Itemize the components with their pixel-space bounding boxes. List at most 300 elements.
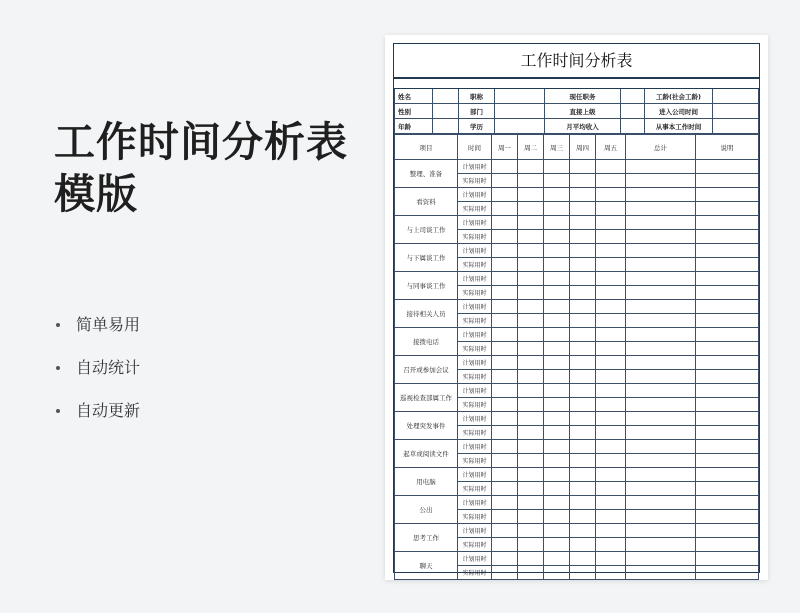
hours-cell[interactable] [570,538,596,552]
feature-list [54,312,140,441]
hours-cell[interactable] [544,398,570,412]
hours-cell[interactable] [696,496,759,510]
info-label: 职称 [459,89,495,104]
hours-cell[interactable] [544,244,570,258]
hours-cell[interactable] [518,426,544,440]
info-label: 姓名 [395,89,433,104]
table-row [395,300,759,314]
hours-cell[interactable] [626,314,696,328]
time-type-label: 计划用时 [458,496,492,510]
hours-cell[interactable] [626,384,696,398]
hours-cell[interactable] [570,468,596,482]
time-type-label: 实际用时 [458,510,492,524]
hours-cell[interactable] [492,510,518,524]
hours-cell[interactable] [696,510,759,524]
hours-cell[interactable] [518,258,544,272]
hours-cell[interactable] [492,328,518,342]
hours-cell[interactable] [570,328,596,342]
activity-name: 巡视检查部属工作 [395,384,458,412]
hours-cell[interactable] [492,440,518,454]
hours-cell[interactable] [492,566,518,580]
hours-cell[interactable] [544,216,570,230]
hours-cell[interactable] [596,342,626,356]
info-value-field[interactable] [433,89,459,104]
hours-cell[interactable] [596,286,626,300]
feature-item: 自动统计 [54,355,140,398]
info-value-field[interactable] [433,119,459,134]
hours-cell[interactable] [626,370,696,384]
column-header: 周三 [544,135,570,160]
hours-cell[interactable] [570,314,596,328]
hours-cell[interactable] [596,398,626,412]
document-preview [385,35,768,580]
hours-cell[interactable] [626,160,696,174]
hours-cell[interactable] [596,202,626,216]
time-type-label: 计划用时 [458,328,492,342]
time-type-label: 计划用时 [458,216,492,230]
hours-cell[interactable] [596,174,626,188]
hours-cell[interactable] [696,426,759,440]
hours-cell[interactable] [696,258,759,272]
hours-cell[interactable] [696,552,759,566]
hours-cell[interactable] [492,258,518,272]
hours-cell[interactable] [696,216,759,230]
hours-cell[interactable] [696,482,759,496]
info-label: 年龄 [395,119,433,134]
time-type-label: 计划用时 [458,440,492,454]
hours-cell[interactable] [596,230,626,244]
info-value-field[interactable] [495,89,545,104]
hours-cell[interactable] [570,258,596,272]
hours-cell[interactable] [696,412,759,426]
hours-cell[interactable] [570,552,596,566]
hours-cell[interactable] [518,174,544,188]
hours-cell[interactable] [570,286,596,300]
hours-cell[interactable] [626,258,696,272]
hours-cell[interactable] [544,496,570,510]
time-type-label: 计划用时 [458,188,492,202]
column-header: 总计 [626,135,696,160]
hours-cell[interactable] [626,356,696,370]
hours-cell[interactable] [518,412,544,426]
promo-title [54,116,348,220]
table-row [395,244,759,258]
time-type-label: 计划用时 [458,160,492,174]
time-type-label: 实际用时 [458,202,492,216]
document-title: 工作时间分析表 [394,44,759,79]
time-type-label: 实际用时 [458,230,492,244]
time-type-label: 实际用时 [458,314,492,328]
hours-cell[interactable] [492,398,518,412]
info-label: 部门 [459,104,495,119]
hours-cell[interactable] [492,174,518,188]
hours-cell[interactable] [626,426,696,440]
hours-cell[interactable] [492,552,518,566]
info-value-field[interactable] [621,89,645,104]
info-value-field[interactable] [621,119,645,134]
hours-cell[interactable] [570,356,596,370]
hours-cell[interactable] [696,272,759,286]
hours-cell[interactable] [570,524,596,538]
hours-cell[interactable] [696,244,759,258]
hours-cell[interactable] [596,454,626,468]
hours-cell[interactable] [626,552,696,566]
hours-cell[interactable] [570,230,596,244]
feature-item: 简单易用 [54,312,140,355]
info-label: 现任职务 [545,89,621,104]
hours-cell[interactable] [570,566,596,580]
hours-cell[interactable] [544,300,570,314]
hours-cell[interactable] [518,356,544,370]
hours-cell[interactable] [544,468,570,482]
hours-cell[interactable] [596,370,626,384]
hours-cell[interactable] [570,244,596,258]
info-value-field[interactable] [495,104,545,119]
table-row [395,468,759,482]
hours-cell[interactable] [596,440,626,454]
hours-cell[interactable] [596,244,626,258]
hours-cell[interactable] [492,426,518,440]
hours-cell[interactable] [492,300,518,314]
hours-cell[interactable] [596,412,626,426]
hours-cell[interactable] [596,258,626,272]
activity-name: 看资料 [395,188,458,216]
hours-cell[interactable] [570,426,596,440]
hours-cell[interactable] [696,328,759,342]
column-header: 周四 [570,135,596,160]
hours-cell[interactable] [696,314,759,328]
hours-cell[interactable] [626,412,696,426]
hours-cell[interactable] [518,482,544,496]
info-label: 从事本工作时间 [645,119,713,134]
hours-cell[interactable] [696,384,759,398]
hours-cell[interactable] [544,510,570,524]
hours-cell[interactable] [626,510,696,524]
hours-cell[interactable] [626,188,696,202]
hours-cell[interactable] [570,454,596,468]
hours-cell[interactable] [518,160,544,174]
hours-cell[interactable] [626,272,696,286]
time-type-label: 实际用时 [458,174,492,188]
hours-cell[interactable] [544,230,570,244]
hours-cell[interactable] [570,510,596,524]
activity-name: 与同事谈工作 [395,272,458,300]
hours-cell[interactable] [596,272,626,286]
hours-cell[interactable] [492,286,518,300]
hours-cell[interactable] [696,566,759,580]
hours-cell[interactable] [626,566,696,580]
hours-cell[interactable] [518,510,544,524]
hours-cell[interactable] [626,468,696,482]
table-row [395,216,759,230]
hours-cell[interactable] [544,160,570,174]
table-row [395,552,759,566]
hours-cell[interactable] [696,230,759,244]
hours-cell[interactable] [492,230,518,244]
hours-cell[interactable] [626,286,696,300]
hours-cell[interactable] [696,538,759,552]
hours-cell[interactable] [626,216,696,230]
hours-cell[interactable] [492,342,518,356]
hours-cell[interactable] [518,496,544,510]
activity-name: 聊天 [395,552,458,580]
hours-cell[interactable] [544,538,570,552]
hours-cell[interactable] [518,314,544,328]
hours-cell[interactable] [518,286,544,300]
info-row [395,89,759,104]
hours-cell[interactable] [596,384,626,398]
hours-cell[interactable] [492,370,518,384]
hours-cell[interactable] [518,202,544,216]
hours-cell[interactable] [570,202,596,216]
table-row [395,272,759,286]
activity-name: 起草或阅读文件 [395,440,458,468]
hours-cell[interactable] [596,188,626,202]
hours-cell[interactable] [696,202,759,216]
time-type-label: 实际用时 [458,398,492,412]
hours-cell[interactable] [696,370,759,384]
time-type-label: 计划用时 [458,300,492,314]
hours-cell[interactable] [518,468,544,482]
hours-cell[interactable] [626,328,696,342]
hours-cell[interactable] [518,440,544,454]
time-type-label: 实际用时 [458,426,492,440]
table-header-row [395,135,759,160]
hours-cell[interactable] [518,398,544,412]
table-row [395,384,759,398]
activity-name: 处理突发事件 [395,412,458,440]
hours-cell[interactable] [596,216,626,230]
hours-cell[interactable] [596,566,626,580]
hours-cell[interactable] [544,426,570,440]
hours-cell[interactable] [544,552,570,566]
hours-cell[interactable] [492,216,518,230]
hours-cell[interactable] [492,538,518,552]
table-row [395,412,759,426]
hours-cell[interactable] [492,314,518,328]
hours-cell[interactable] [596,552,626,566]
hours-cell[interactable] [544,314,570,328]
table-row [395,496,759,510]
hours-cell[interactable] [570,342,596,356]
hours-cell[interactable] [544,286,570,300]
hours-cell[interactable] [626,300,696,314]
hours-cell[interactable] [696,454,759,468]
info-row [395,119,759,134]
hours-cell[interactable] [544,202,570,216]
column-header: 周一 [492,135,518,160]
hours-cell[interactable] [518,300,544,314]
hours-cell[interactable] [544,328,570,342]
info-value-field[interactable] [713,119,759,134]
hours-cell[interactable] [492,188,518,202]
hours-cell[interactable] [518,328,544,342]
hours-cell[interactable] [544,174,570,188]
hours-cell[interactable] [518,272,544,286]
hours-cell[interactable] [518,538,544,552]
hours-cell[interactable] [492,384,518,398]
hours-cell[interactable] [626,202,696,216]
hours-cell[interactable] [570,300,596,314]
info-label: 学历 [459,119,495,134]
hours-cell[interactable] [696,300,759,314]
hours-cell[interactable] [544,524,570,538]
time-type-label: 实际用时 [458,286,492,300]
hours-cell[interactable] [570,440,596,454]
time-type-label: 计划用时 [458,272,492,286]
activity-name: 与上司谈工作 [395,216,458,244]
hours-cell[interactable] [544,454,570,468]
hours-cell[interactable] [696,440,759,454]
hours-cell[interactable] [596,356,626,370]
hours-cell[interactable] [570,174,596,188]
hours-cell[interactable] [596,328,626,342]
hours-cell[interactable] [518,566,544,580]
table-row [395,188,759,202]
hours-cell[interactable] [492,160,518,174]
hours-cell[interactable] [518,370,544,384]
info-label: 月平均收入 [545,119,621,134]
hours-cell[interactable] [570,412,596,426]
hours-cell[interactable] [626,244,696,258]
hours-cell[interactable] [570,398,596,412]
time-type-label: 计划用时 [458,384,492,398]
hours-cell[interactable] [626,496,696,510]
table-row [395,440,759,454]
hours-cell[interactable] [696,398,759,412]
hours-cell[interactable] [518,216,544,230]
time-type-label: 实际用时 [458,566,492,580]
hours-cell[interactable] [626,230,696,244]
time-type-label: 实际用时 [458,258,492,272]
hours-cell[interactable] [492,244,518,258]
hours-cell[interactable] [626,482,696,496]
hours-cell[interactable] [596,538,626,552]
hours-cell[interactable] [518,384,544,398]
time-type-label: 实际用时 [458,454,492,468]
hours-cell[interactable] [596,314,626,328]
table-row [395,328,759,342]
info-row [395,104,759,119]
hours-cell[interactable] [492,524,518,538]
column-header: 项目 [395,135,458,160]
table-row [395,160,759,174]
hours-cell[interactable] [696,174,759,188]
hours-cell[interactable] [626,398,696,412]
time-type-label: 计划用时 [458,552,492,566]
hours-cell[interactable] [570,482,596,496]
hours-cell[interactable] [544,412,570,426]
info-label: 性别 [395,104,433,119]
info-value-field[interactable] [621,104,645,119]
hours-cell[interactable] [696,356,759,370]
hours-cell[interactable] [696,524,759,538]
promo-title-line2: 模版 [54,170,138,218]
hours-cell[interactable] [570,160,596,174]
hours-cell[interactable] [626,440,696,454]
hours-cell[interactable] [544,384,570,398]
hours-cell[interactable] [518,454,544,468]
hours-cell[interactable] [596,482,626,496]
hours-cell[interactable] [570,188,596,202]
activity-name: 用电脑 [395,468,458,496]
hours-cell[interactable] [518,230,544,244]
hours-cell[interactable] [518,188,544,202]
hours-cell[interactable] [696,286,759,300]
activity-name: 召开或参加会议 [395,356,458,384]
hours-cell[interactable] [596,468,626,482]
hours-cell[interactable] [696,160,759,174]
hours-cell[interactable] [626,342,696,356]
hours-cell[interactable] [518,244,544,258]
info-value-field[interactable] [495,119,545,134]
hours-cell[interactable] [518,342,544,356]
hours-cell[interactable] [492,412,518,426]
hours-cell[interactable] [518,552,544,566]
hours-cell[interactable] [492,496,518,510]
time-type-label: 实际用时 [458,538,492,552]
table-row [395,356,759,370]
time-type-label: 计划用时 [458,356,492,370]
hours-cell[interactable] [544,370,570,384]
title-divider [394,79,759,89]
hours-cell[interactable] [570,496,596,510]
hours-cell[interactable] [544,356,570,370]
hours-cell[interactable] [596,510,626,524]
time-type-label: 计划用时 [458,412,492,426]
hours-cell[interactable] [544,482,570,496]
time-type-label: 实际用时 [458,342,492,356]
activity-name: 接待相关人员 [395,300,458,328]
hours-cell[interactable] [544,566,570,580]
hours-cell[interactable] [544,272,570,286]
hours-cell[interactable] [492,272,518,286]
hours-cell[interactable] [696,468,759,482]
hours-cell[interactable] [544,188,570,202]
time-type-label: 计划用时 [458,468,492,482]
hours-cell[interactable] [492,454,518,468]
hours-cell[interactable] [626,454,696,468]
hours-cell[interactable] [596,524,626,538]
hours-cell[interactable] [596,300,626,314]
hours-cell[interactable] [544,258,570,272]
hours-cell[interactable] [492,356,518,370]
hours-cell[interactable] [570,370,596,384]
hours-cell[interactable] [696,188,759,202]
hours-cell[interactable] [570,384,596,398]
hours-cell[interactable] [570,216,596,230]
hours-cell[interactable] [544,440,570,454]
hours-cell[interactable] [596,160,626,174]
column-header: 周五 [596,135,626,160]
hours-cell[interactable] [492,202,518,216]
hours-cell[interactable] [492,468,518,482]
hours-cell[interactable] [596,426,626,440]
info-value-field[interactable] [713,104,759,119]
hours-cell[interactable] [626,538,696,552]
info-value-field[interactable] [433,104,459,119]
hours-cell[interactable] [626,174,696,188]
hours-cell[interactable] [492,482,518,496]
hours-cell[interactable] [596,496,626,510]
hours-cell[interactable] [696,342,759,356]
hours-cell[interactable] [518,524,544,538]
hours-cell[interactable] [626,524,696,538]
info-value-field[interactable] [713,89,759,104]
time-type-label: 计划用时 [458,244,492,258]
hours-cell[interactable] [570,272,596,286]
hours-cell[interactable] [544,342,570,356]
